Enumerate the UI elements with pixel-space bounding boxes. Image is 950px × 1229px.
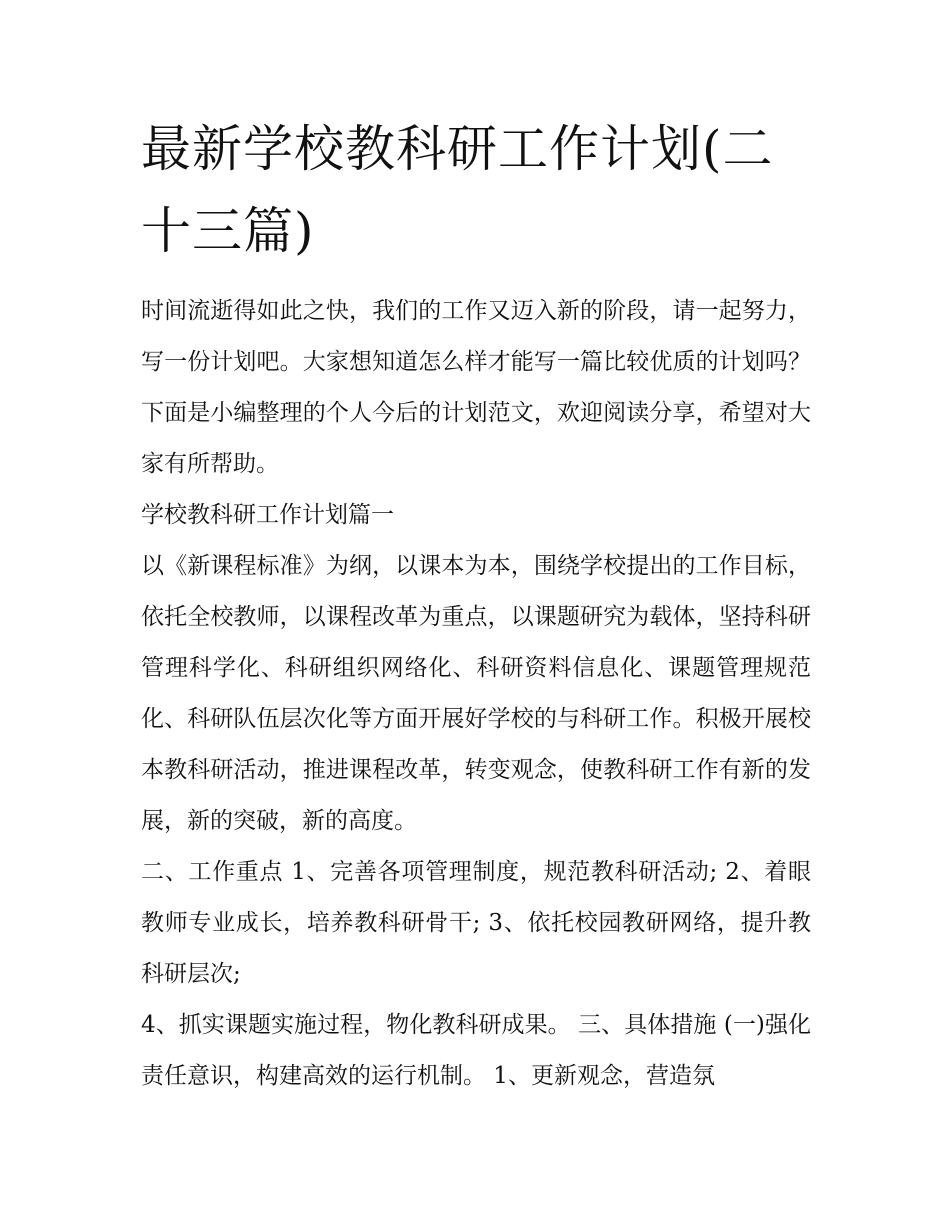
- document-title: 最新学校教科研工作计划(二十三篇): [141, 120, 774, 260]
- intro-paragraph: 时间流逝得如此之快，我们的工作又迈入新的阶段，请一起努力，写一份计划吧。大家想知道怎么样才能写一篇比较优质的计划吗？下面是小编整理的个人今后的计划范文，欢迎阅读分享，希望对大家有所帮助。: [141, 298, 811, 477]
- body-paragraph: 以《新课程标准》为纲，以课本为本，围绕学校提出的工作目标，依托全校教师，以课程改革为重点，以课题研究为载体，坚持科研管理科学化、科研组织网络化、科研资料信息化、课题管理规范化、科研队伍层次化等方面开展好学校的与科研工作。积极开展校本教科研活动，推进课程改革，转变观念，使教科研工作有新的发展，新的突破，新的高度。: [141, 553, 811, 834]
- body-paragraph: 二、工作重点 1、完善各项管理制度，规范教科研活动; 2、着眼教师专业成长，培养教科研骨干; 3、依托校园教研网络，提升教科研层次;: [141, 859, 811, 987]
- document-body: [141, 108, 811, 1102]
- body-paragraph: 4、抓实课题实施过程，物化教科研成果。 三、具体措施 (一)强化责任意识，构建高效的运行机制。 1、更新观念，营造氛: [141, 1012, 811, 1089]
- section-heading: 学校教科研工作计划篇一: [141, 502, 394, 528]
